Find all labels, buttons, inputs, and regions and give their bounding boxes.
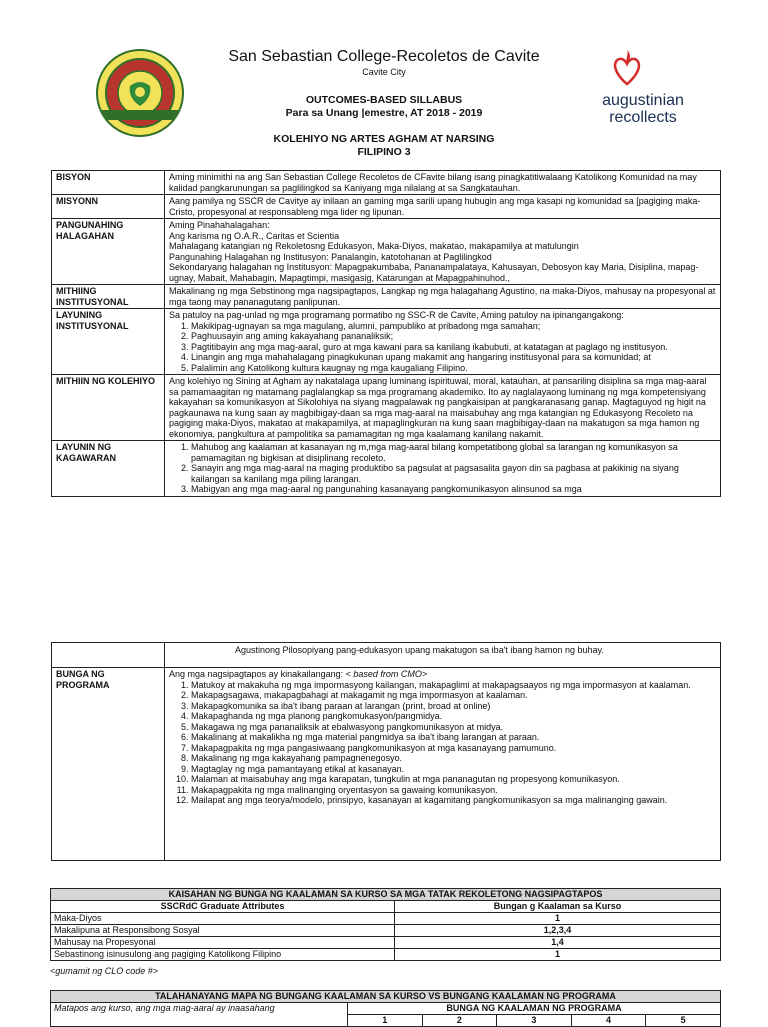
graduate-attributes-table	[50, 888, 721, 961]
layuning-list	[169, 321, 716, 374]
outcome-number: 1	[348, 1015, 423, 1027]
table-row	[51, 901, 721, 913]
list-item: 5. Palalimin ang Katolikong kultura kaugnay ng mga kaugaliang Filipino.	[191, 363, 716, 374]
row-label: MITHIIN NG KOLEHIYO	[52, 375, 165, 441]
outcome-number: 2	[422, 1015, 497, 1027]
logo-line-1: augustinian	[602, 92, 684, 109]
school-name: San Sebastian College-Recoletos de Cavite	[228, 48, 540, 65]
table-row	[52, 441, 721, 497]
attribute-cell: Maka-Diyos	[51, 913, 395, 925]
list-item: 3. Pagtitibayin ang mga mag-aaral, guro at mga kawani para sa kanilang ikabubuti, at katatagan at paglago ng institusyon.	[191, 342, 716, 353]
list-item: 7. Makapagpakita ng mga pangasiwaang pangkomunikasyon at mga kasanayang pamumuno.	[191, 743, 716, 754]
table-row	[52, 309, 721, 375]
outcome-number: 5	[646, 1015, 721, 1027]
outcome-number: 3	[497, 1015, 572, 1027]
misyon-text: Aang pamilya ng SSCR de Cavitye ay inilaan an gaming mga sarili upang hubugin ang mga kasapi ng komunidad sa [pagiging maka-Cristo, propesyonal at responsableng mga lider ng lipunan.	[165, 195, 721, 219]
halagahan-line: Ang karisma ng O.A.R., Caritas et Scientia	[169, 230, 340, 241]
list-item: 12. Mailapat ang mga teorya/modelo, prinsipyo, kasanayan at kagamitang pangkomunikasyon sa mga malinanging gawain.	[191, 795, 716, 806]
program-outcome-header: BUNGA NG KAALAMAN NG PROGRAMA	[348, 1003, 721, 1015]
outcome-cell: 1	[395, 949, 721, 961]
table-row	[51, 937, 721, 949]
halagahan-line: Pangunahing Halagahan ng Institusyon: Panalangin, katotohanan at Paglilingkod	[169, 251, 492, 262]
bunga-intro	[169, 669, 716, 680]
mithiing-text: Makalinang ng mga Sebstinong mga nagsipagtapos, Langkap ng mga halagahang Agustino, na maka-Diyos, mahusay na propesyonal at mga taong may pananagutang panlipunan.	[165, 285, 721, 309]
kagawaran-cell	[165, 441, 721, 497]
attribute-cell: Mahusay na Propesyonal	[51, 937, 395, 949]
layuning-intro: Sa patuloy na pag-unlad ng mga programang pormatibo ng SSC-R de Cavite, Aming patuloy na ipinangangakong:	[169, 310, 624, 320]
row-label: MISYONN	[52, 195, 165, 219]
list-item: 1. Matukoy at makakuha ng mga impormasyong kailangan, makapaglimi at makapagsaayos ng mga impormasyon at kaalaman.	[191, 680, 716, 691]
list-item: 4. Makapaghanda ng mga planong pangkomukasyon/pangmidya.	[191, 711, 716, 722]
list-item: 10. Malaman at maisabuhay ang mga karapatan, tungkulin at mga pananagutan ng propesyong komunikasyon.	[191, 774, 716, 785]
continuation-text: Agustinong Pilosopiyang pang-edukasyon upang makatugon sa iba't ibang hamon ng buhay.	[165, 643, 721, 668]
bunga-list	[169, 680, 716, 806]
halagahan-cell	[165, 219, 721, 285]
clo-code-note: <gumamit ng CLO code #>	[50, 966, 159, 976]
table-row	[51, 925, 721, 937]
row-label: BUNGA NG PROGRAMA	[52, 668, 165, 861]
halagahan-line: Mahalagang katangian ng Rekoletosng Edukasyon, Maka-Diyos, makatao, makapamilya at matulungin	[169, 241, 579, 251]
outcome-cell: 1	[395, 913, 721, 925]
table-row	[52, 195, 721, 219]
list-item: 8. Makalinang ng mga kakayahang pampagnenegosyo.	[191, 753, 716, 764]
table-title: TALAHANAYANG MAPA NG BUNGANG KAALAMAN SA KURSO VS BUNGANG KAALAMAN NG PROGRAMA	[51, 991, 721, 1003]
bunga-cell	[165, 668, 721, 861]
bunga-intro-note: < based from CMO>	[345, 669, 428, 679]
row-label: LAYUNING INSTITUSYONAL	[52, 309, 165, 375]
list-item: 4. Linangin ang mga mahahalagang pinagkukunan upang makamit ang hangaring institusyonal para sa komunidad; at	[191, 352, 716, 363]
attribute-cell: Sebastinong isinusulong ang pagiging Katolikong Filipino	[51, 949, 395, 961]
row-label: BISYON	[52, 171, 165, 195]
institution-info-table	[51, 170, 721, 497]
list-item: 5. Makagawa ng mga pananaliksik at ebalwasyong pangkomunikasyon at midya.	[191, 722, 716, 733]
table-row	[51, 913, 721, 925]
school-city: Cavite City	[362, 67, 406, 77]
list-item: 1. Makikipag-ugnayan sa mga magulang, alumni, pampubliko at pribadong mga samahan;	[191, 321, 716, 332]
outcome-map-table	[50, 990, 721, 1027]
column-header: Bungan g Kaalaman sa Kurso	[395, 901, 721, 913]
empty-label-cell	[52, 643, 165, 668]
list-item: 3. Mabigyan ang mga mag-aaral ng pangunahing kasanayang pangkomunikasyon alinsunod sa mga	[191, 484, 716, 495]
table-row	[52, 285, 721, 309]
row-label: MITHIING INSTITUSYONAL	[52, 285, 165, 309]
row-label: PANGUNAHING HALAGAHAN	[52, 219, 165, 285]
mithiin-text: Ang kolehiyo ng Sining at Agham ay nakatalaga upang luminang ispirituwal, moral, katauhan, at pansariling disiplina sa mga mag-aaral sa pamamaagitan ng matamang paglalangkap sa mga programang akademiko. Ito ay naglalayaong luminang ng mga kompetensiyang kakayahan sa komunikasyon at Sikolohiya na siyang magpalawak ng pangkaisipan at pangkaranasang ganap. Magtaguyod ng higit na pagkaunawa na kung saan ay magbibigay-daan sa mga mag-aaral na maisabuhay ang mga katangian ng Edukasyong Recoleto na pagiging maka-Diyos, makatao at makapamilya, at mapaglingkuran na kung saan magbibigay-daan na makatugon sa mga hamon ng ekonomiya, pangkultura at pampolitika sa pamamagitan ng mga kaalamang kanilang nakamit.	[165, 375, 721, 441]
college-name: KOLEHIYO NG ARTES AGHAM AT NARSING	[273, 133, 495, 145]
table-row	[51, 949, 721, 961]
table-title: KAISAHAN NG BUNGA NG KAALAMAN SA KURSO SA MGA TATAK REKOLETONG NAGSIPAGTAPOS	[51, 889, 721, 901]
program-outcomes-table	[51, 642, 721, 861]
outcome-cell: 1,4	[395, 937, 721, 949]
bunga-intro-text: Ang mga nagsipagtapos ay kinakailangang:	[169, 669, 346, 679]
list-item: 11. Makapagpakita ng mga malinanging oryentasyon sa gawaing komunikasyon.	[191, 785, 716, 796]
table-row	[52, 643, 721, 668]
list-item: 2. Makapagsagawa, makapagbahagi at makagamit ng mga impormasyon at kaalaman.	[191, 690, 716, 701]
heart-flame-icon	[612, 50, 642, 90]
table-row	[52, 668, 721, 861]
halagahan-line: Sekondaryang halagahan ng Institusyon: Mapagpakumbaba, Pananampalataya, Kahusayan, Debosyon kay Maria, Disiplina, mapag-ugnay, Mabait, Mahabagin, Mapagtimpi, masigasig, Katarungan at Mapagpahinuhod.,	[169, 262, 699, 283]
table-row	[52, 375, 721, 441]
outcome-cell: 1,2,3,4	[395, 925, 721, 937]
course-name: FILIPINO 3	[357, 146, 411, 158]
list-item: 2. Paghuusayin ang aming kakayahang pananaliksik;	[191, 331, 716, 342]
course-outcome-header: Matapos ang kurso, ang mga mag-aaral ay inaasahang	[51, 1003, 348, 1027]
list-item: 9. Magtaglay ng mga pamantayang etikal at kasanayan.	[191, 764, 716, 775]
list-item: 1. Mahubog ang kaalaman at kasanayan ng m,mga mag-aaral bilang kompetatibong global sa larangan ng komunikasyon sa pamamagitan ng bigkisan at disiplinang recoleto.	[191, 442, 716, 463]
outcome-number: 4	[571, 1015, 646, 1027]
row-label: LAYUNIN NG KAGAWARAN	[52, 441, 165, 497]
list-item: 3. Makapagkomunika sa iba't ibang paraan at larangan (print, broad at online)	[191, 701, 716, 712]
column-header: SSCRdC Graduate Attributes	[51, 901, 395, 913]
augustinian-recollects-logo	[588, 92, 698, 126]
table-row	[52, 219, 721, 285]
syllabus-title: OUTCOMES-BASED SILLABUS	[305, 94, 463, 106]
kagawaran-list	[169, 442, 716, 495]
list-item: 6. Makalinang at makalikha ng mga material pangmidya sa iba't ibang larangan at paraan.	[191, 732, 716, 743]
semester-line: Para sa Unang |emestre, AT 2018 - 2019	[285, 107, 483, 119]
table-row	[51, 991, 721, 1003]
bisyon-text: Aming minimithi na ang San Sebastian College Recoletos de CFavite bilang isang pinagkatitiwalaang Katolikong Komunidad na may kalidad pangkarunungan sa paglilingkod sa Kaniyang mga nilalang at sa Sangkatauhan.	[165, 171, 721, 195]
halagahan-line: Aming Pinahahalagahan:	[169, 220, 270, 230]
attribute-cell: Makalipuna at Responsibong Sosyal	[51, 925, 395, 937]
list-item: 2. Sanayin ang mga mag-aaral na maging produktibo sa pagsulat at pagsasalita gayon din sa pagbasa at pakikinig na siyang kailangan sa kanilang mga piling larangan.	[191, 463, 716, 484]
layuning-cell	[165, 309, 721, 375]
table-row	[51, 889, 721, 901]
table-row	[52, 171, 721, 195]
logo-line-2: recollects	[609, 109, 677, 126]
table-row	[51, 1003, 721, 1015]
